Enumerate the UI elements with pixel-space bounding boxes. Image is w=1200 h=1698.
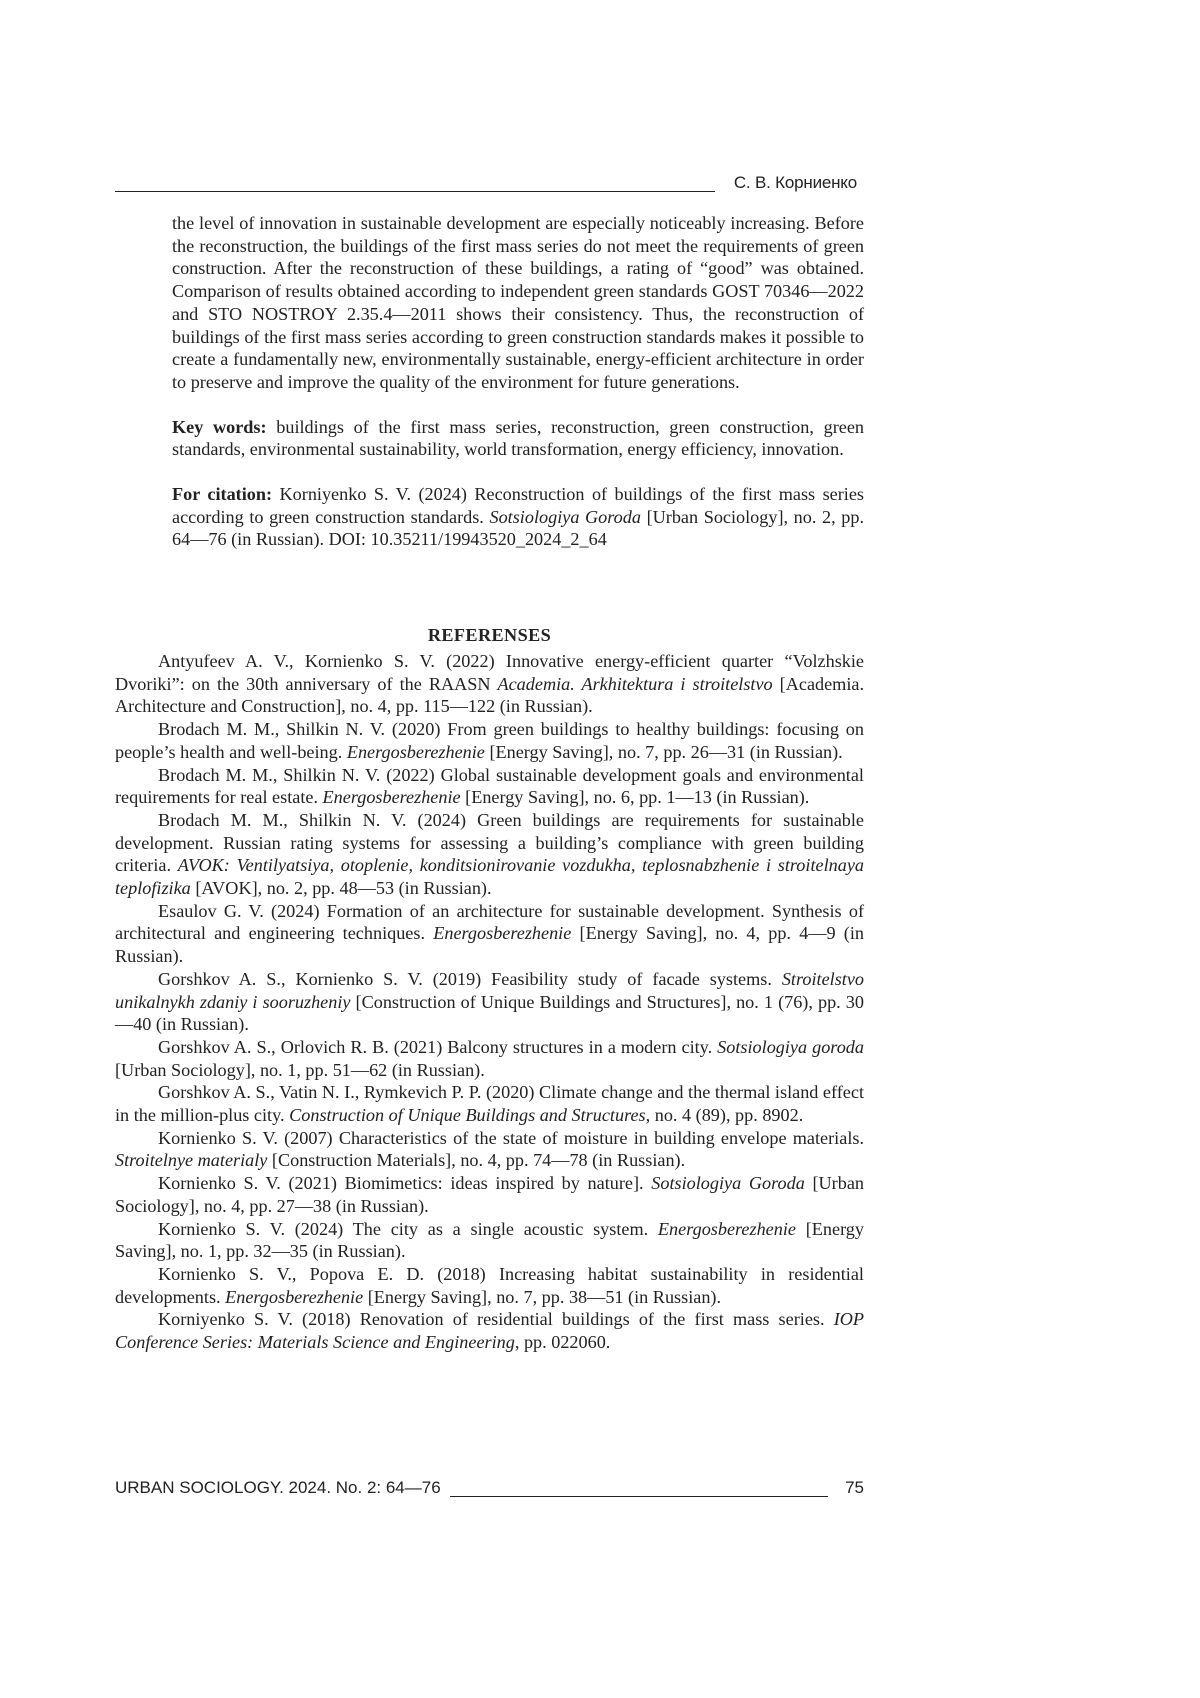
reference-journal: Energosberezhenie: [225, 1286, 364, 1307]
reference-text: Korniyenko S. V. (2018) Renovation of residential buildings of the first mass series.: [158, 1309, 834, 1330]
reference-details: [Energy Saving], no. 7, pp. 26—31 (in Russian).: [484, 741, 843, 762]
reference-journal: IOP Conference Series: Materials Science and Engineering: [115, 1309, 864, 1353]
reference-journal: Energosberezhenie: [322, 787, 461, 808]
reference-text: Gorshkov A. S., Kornienko S. V. (2019) Feasibility study of facade systems.: [158, 968, 782, 989]
reference-text: Gorshkov A. S., Vatin N. I., Rymkevich P. P. (2020) Climate change and the thermal island effect in the million-plus city.: [115, 1082, 864, 1126]
reference-details: [AVOK], no. 2, pp. 48—53 (in Russian).: [190, 878, 492, 899]
reference-text: Kornienko S. V. (2024) The city as a single acoustic system.: [158, 1218, 658, 1239]
reference-details: [Academia. Architecture and Construction], no. 4, pp. 115—122 (in Russian).: [115, 673, 865, 717]
reference-item: [115, 1218, 864, 1263]
reference-item: [115, 650, 864, 718]
reference-details: [Construction of Unique Buildings and Structures], no. 1 (76), pp. 30—40 (in Russian).: [115, 991, 864, 1035]
reference-item: [115, 1127, 864, 1172]
reference-details: [Construction Materials], no. 4, pp. 74—78 (in Russian).: [267, 1150, 686, 1171]
reference-details: [Energy Saving], no. 4, pp. 4—9 (in Russian).: [115, 923, 865, 967]
abstract-text: the level of innovation in sustainable development are especially noticeably increasing. Before the reconstruction, the buildings of the first mass series do not meet the requirements of green construction. After the reconstruction of these buildings, a rating of “good” was obtained. Comparison of results obtained according to independent green standards GOST 70346—2022 and STO NOSTROY 2.35.4—2011 shows their consistency. Thus, the reconstruction of buildings of the first mass series according to green construction standards makes it possible to create a fundamentally new, environmentally sustainable, energy-efficient architecture in order to preserve and improve the quality of the environment for future generations.: [172, 213, 864, 392]
reference-details: , pp. 022060.: [514, 1332, 611, 1353]
keywords-text: buildings of the first mass series, reconstruction, green construction, green standards, environmental sustainability, world transformation, energy efficiency, innovation.: [172, 416, 864, 460]
reference-item: [115, 1172, 864, 1217]
reference-text: Antyufeev A. V., Kornienko S. V. (2022) Innovative energy-efficient quarter “Volzhskie Dvoriki”: on the 30th anniversary of the RAASN: [115, 651, 864, 694]
citation-text: Korniyenko S. V. (2024) Reconstruction of buildings of the first mass series according to green construction standards.: [172, 484, 864, 527]
reference-journal: Sotsiologiya Goroda: [651, 1173, 805, 1194]
reference-journal: AVOK: Ventilyatsiya, otoplenie, konditsionirovanie vozdukha, teplosnabzhenie i stroitelnaya teplofizika: [115, 855, 864, 899]
reference-journal: Energosberezhenie: [346, 741, 485, 762]
reference-details: [Urban Sociology], no. 4, pp. 27—38 (in Russian).: [115, 1173, 865, 1216]
footer-journal: URBAN SOCIOLOGY. 2024. No. 2: 64—76: [115, 1478, 441, 1497]
reference-text: Kornienko S. V., Popova E. D. (2018) Increasing habitat sustainability in residential developments.: [115, 1263, 864, 1307]
reference-item: [115, 718, 864, 763]
reference-item: [115, 968, 864, 1036]
reference-text: Esaulov G. V. (2024) Formation of an architecture for sustainable development. Synthesis of architectural and engineering techniques.: [115, 900, 864, 944]
reference-text: Brodach M. M., Shilkin N. V. (2020) From green buildings to healthy buildings: focusing on people’s health and well-being.: [115, 719, 864, 762]
reference-item: [115, 809, 864, 900]
citation-journal: Sotsiologiya Goroda: [489, 506, 641, 527]
reference-journal: Construction of Unique Buildings and Structures: [289, 1105, 646, 1126]
abstract-section: [172, 212, 864, 551]
reference-item: [115, 764, 864, 809]
reference-text: Gorshkov A. S., Orlovich R. B. (2021) Balcony structures in a modern city.: [158, 1036, 718, 1057]
references-title: REFERENSES: [427, 625, 552, 645]
page-number: 75: [845, 1478, 864, 1497]
reference-item: [115, 1036, 864, 1081]
reference-item: [115, 1308, 864, 1353]
reference-item: [115, 1081, 864, 1126]
reference-details: [Energy Saving], no. 6, pp. 1—13 (in Russian).: [460, 787, 810, 808]
reference-text: Brodach M. M., Shilkin N. V. (2022) Global sustainable development goals and environmental requirements for real estate.: [115, 764, 864, 808]
reference-details: [Energy Saving], no. 7, pp. 38—51 (in Russian).: [363, 1286, 722, 1307]
reference-journal: Stroitelnye materialy: [115, 1150, 268, 1171]
reference-journal: Sotsiologiya goroda: [717, 1036, 864, 1057]
reference-item: [115, 1263, 864, 1308]
reference-journal: Energosberezhenie: [433, 923, 572, 944]
page-footer: [115, 1478, 864, 1500]
reference-text: Kornienko S. V. (2021) Biomimetics: ideas inspired by nature].: [158, 1173, 652, 1194]
running-head: [115, 173, 857, 195]
footer-rule: [450, 1496, 828, 1497]
keywords: [172, 416, 864, 461]
citation-label: For citation:: [172, 484, 273, 505]
reference-details: [Urban Sociology], no. 1, pp. 51—62 (in Russian).: [115, 1059, 485, 1080]
citation: [172, 483, 864, 551]
reference-journal: Academia. Arkhitektura i stroitelstvo: [497, 673, 773, 694]
reference-details: , no. 4 (89), pp. 8902.: [645, 1105, 804, 1126]
reference-text: Kornienko S. V. (2007) Characteristics of the state of moisture in building envelope materials.: [158, 1127, 864, 1148]
header-rule: [115, 191, 715, 192]
running-head-author: С. В. Корниенко: [733, 173, 857, 192]
reference-item: [115, 900, 864, 968]
reference-details: [Energy Saving], no. 1, pp. 32—35 (in Russian).: [115, 1218, 864, 1262]
citation-details: [Urban Sociology], no. 2, pp. 64—76 (in Russian). DOI: 10.35211/19943520_2024_2_64: [172, 506, 865, 550]
reference-journal: Energosberezhenie: [657, 1218, 796, 1239]
references-list: [115, 650, 864, 1354]
reference-text: Brodach M. M., Shilkin N. V. (2024) Green buildings are requirements for sustainable development. Russian rating systems for assessing a building’s compliance with green building criteria.: [115, 809, 864, 876]
reference-journal: Stroitelstvo unikalnykh zdaniy i sooruzheniy: [115, 968, 864, 1012]
keywords-label: Key words:: [172, 416, 267, 437]
